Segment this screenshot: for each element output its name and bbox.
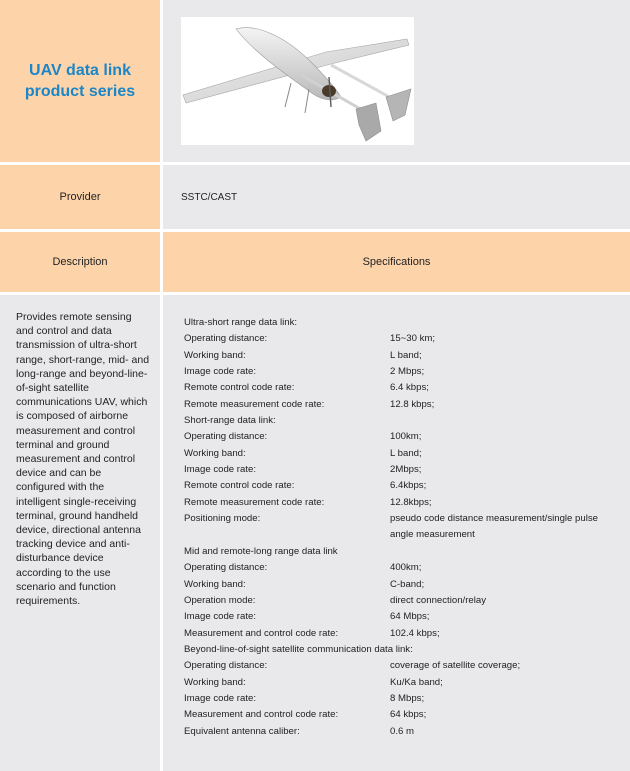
spec-value: Ku/Ka band; <box>390 676 443 688</box>
spec-value: direct connection/relay <box>390 594 486 606</box>
spec-row <box>184 691 624 707</box>
spec-section-heading <box>184 544 624 560</box>
product-image-cell <box>163 0 630 162</box>
provider-value: SSTC/CAST <box>181 191 238 203</box>
spec-value: 12.8 kbps; <box>390 398 435 410</box>
spec-row <box>184 397 624 413</box>
spec-label: Remote measurement code rate: <box>184 398 325 410</box>
spec-value: 100km; <box>390 431 422 443</box>
spec-row <box>184 429 624 445</box>
spec-label: Beyond-line-of-sight satellite communication data link: <box>184 643 413 655</box>
spec-label: Image code rate: <box>184 611 256 623</box>
specifications-cell <box>163 295 630 771</box>
spec-row <box>184 593 624 609</box>
spec-row <box>184 724 624 740</box>
spec-label: Operating distance: <box>184 333 268 345</box>
spec-value: 15~30 km; <box>390 333 436 345</box>
spec-label: Image code rate: <box>184 464 256 476</box>
spec-label: Working band: <box>184 447 246 459</box>
spec-label: Measurement and control code rate: <box>184 709 339 721</box>
spec-value: 64 Mbps; <box>390 611 430 623</box>
spec-row <box>184 658 624 674</box>
spec-value: 6.4kbps; <box>390 480 427 492</box>
provider-label-cell <box>0 165 160 229</box>
description-cell <box>0 295 160 771</box>
spec-row <box>184 707 624 723</box>
spec-value: 102.4 kbps; <box>390 627 440 639</box>
specifications-header-cell <box>163 232 630 292</box>
spec-value: coverage of satellite coverage; <box>390 660 521 672</box>
spec-section-heading <box>184 315 624 331</box>
spec-label: Working band: <box>184 349 246 361</box>
spec-value: 6.4 kbps; <box>390 382 429 394</box>
spec-row <box>184 478 624 494</box>
spec-value: pseudo code distance measurement/single pulse angle measurement <box>390 513 598 541</box>
provider-label: Provider <box>59 191 101 203</box>
spec-label: Working band: <box>184 578 246 590</box>
spec-row <box>184 446 624 462</box>
spec-label: Measurement and control code rate: <box>184 627 339 639</box>
spec-row <box>184 331 624 347</box>
spec-section-heading <box>184 413 624 429</box>
spec-label: Working band: <box>184 676 246 688</box>
spec-row <box>184 675 624 691</box>
spec-label: Mid and remote-long range data link <box>184 545 338 557</box>
description-header: Description <box>52 256 108 268</box>
spec-label: Remote measurement code rate: <box>184 496 325 508</box>
spec-row <box>184 560 624 576</box>
spec-label: Remote control code rate: <box>184 480 295 492</box>
spec-row <box>184 577 624 593</box>
spec-label: Ultra-short range data link: <box>184 317 298 328</box>
spec-row <box>184 348 624 364</box>
spec-value: 8 Mbps; <box>390 692 425 704</box>
spec-value: 2Mbps; <box>390 464 422 476</box>
description-text: Provides remote sensing and control and data transmission of ultra-short range, short-range, mid- and long-range and beyond-line-of-sight satellite communications UAV, which is composed of airborne measurement and control terminal and ground measurement and control device and can be configured with the intelligent single-receiving terminal, ground handheld device, directional antenna tracking device and anti-disturbance device according to the use scenario and function requirements. <box>16 311 150 608</box>
provider-value-cell <box>163 165 630 229</box>
spec-row <box>184 495 624 511</box>
spec-label: Operating distance: <box>184 431 268 443</box>
spec-label: Remote control code rate: <box>184 382 295 394</box>
specifications-header: Specifications <box>362 256 431 268</box>
title-cell <box>0 0 160 162</box>
spec-label: Short-range data link: <box>184 415 276 427</box>
spec-value: L band; <box>390 349 422 361</box>
spec-row <box>184 462 624 478</box>
spec-value: 400km; <box>390 562 422 574</box>
spec-value: 12.8kbps; <box>390 496 432 508</box>
product-title: UAV data link product series <box>24 62 136 100</box>
spec-label: Operating distance: <box>184 562 268 574</box>
description-header-cell <box>0 232 160 292</box>
spec-value: 2 Mbps; <box>390 366 425 378</box>
spec-value: C-band; <box>390 578 425 590</box>
uav-illustration <box>181 17 414 145</box>
spec-row <box>184 511 624 544</box>
spec-row <box>184 380 624 396</box>
spec-label: Positioning mode: <box>184 513 261 525</box>
spec-value: 0.6 m <box>390 725 414 737</box>
spec-section-heading <box>184 642 624 658</box>
spec-label: Operating distance: <box>184 660 268 672</box>
spec-row <box>184 609 624 625</box>
spec-label: Image code rate: <box>184 692 256 704</box>
spec-row <box>184 626 624 642</box>
spec-value: 64 kbps; <box>390 709 427 721</box>
spec-value: L band; <box>390 447 422 459</box>
uav-photo <box>181 17 414 145</box>
spec-label: Equivalent antenna caliber: <box>184 725 300 737</box>
spec-row <box>184 364 624 380</box>
spec-label: Image code rate: <box>184 366 256 378</box>
spec-label: Operation mode: <box>184 594 256 606</box>
spec-list <box>184 315 624 740</box>
